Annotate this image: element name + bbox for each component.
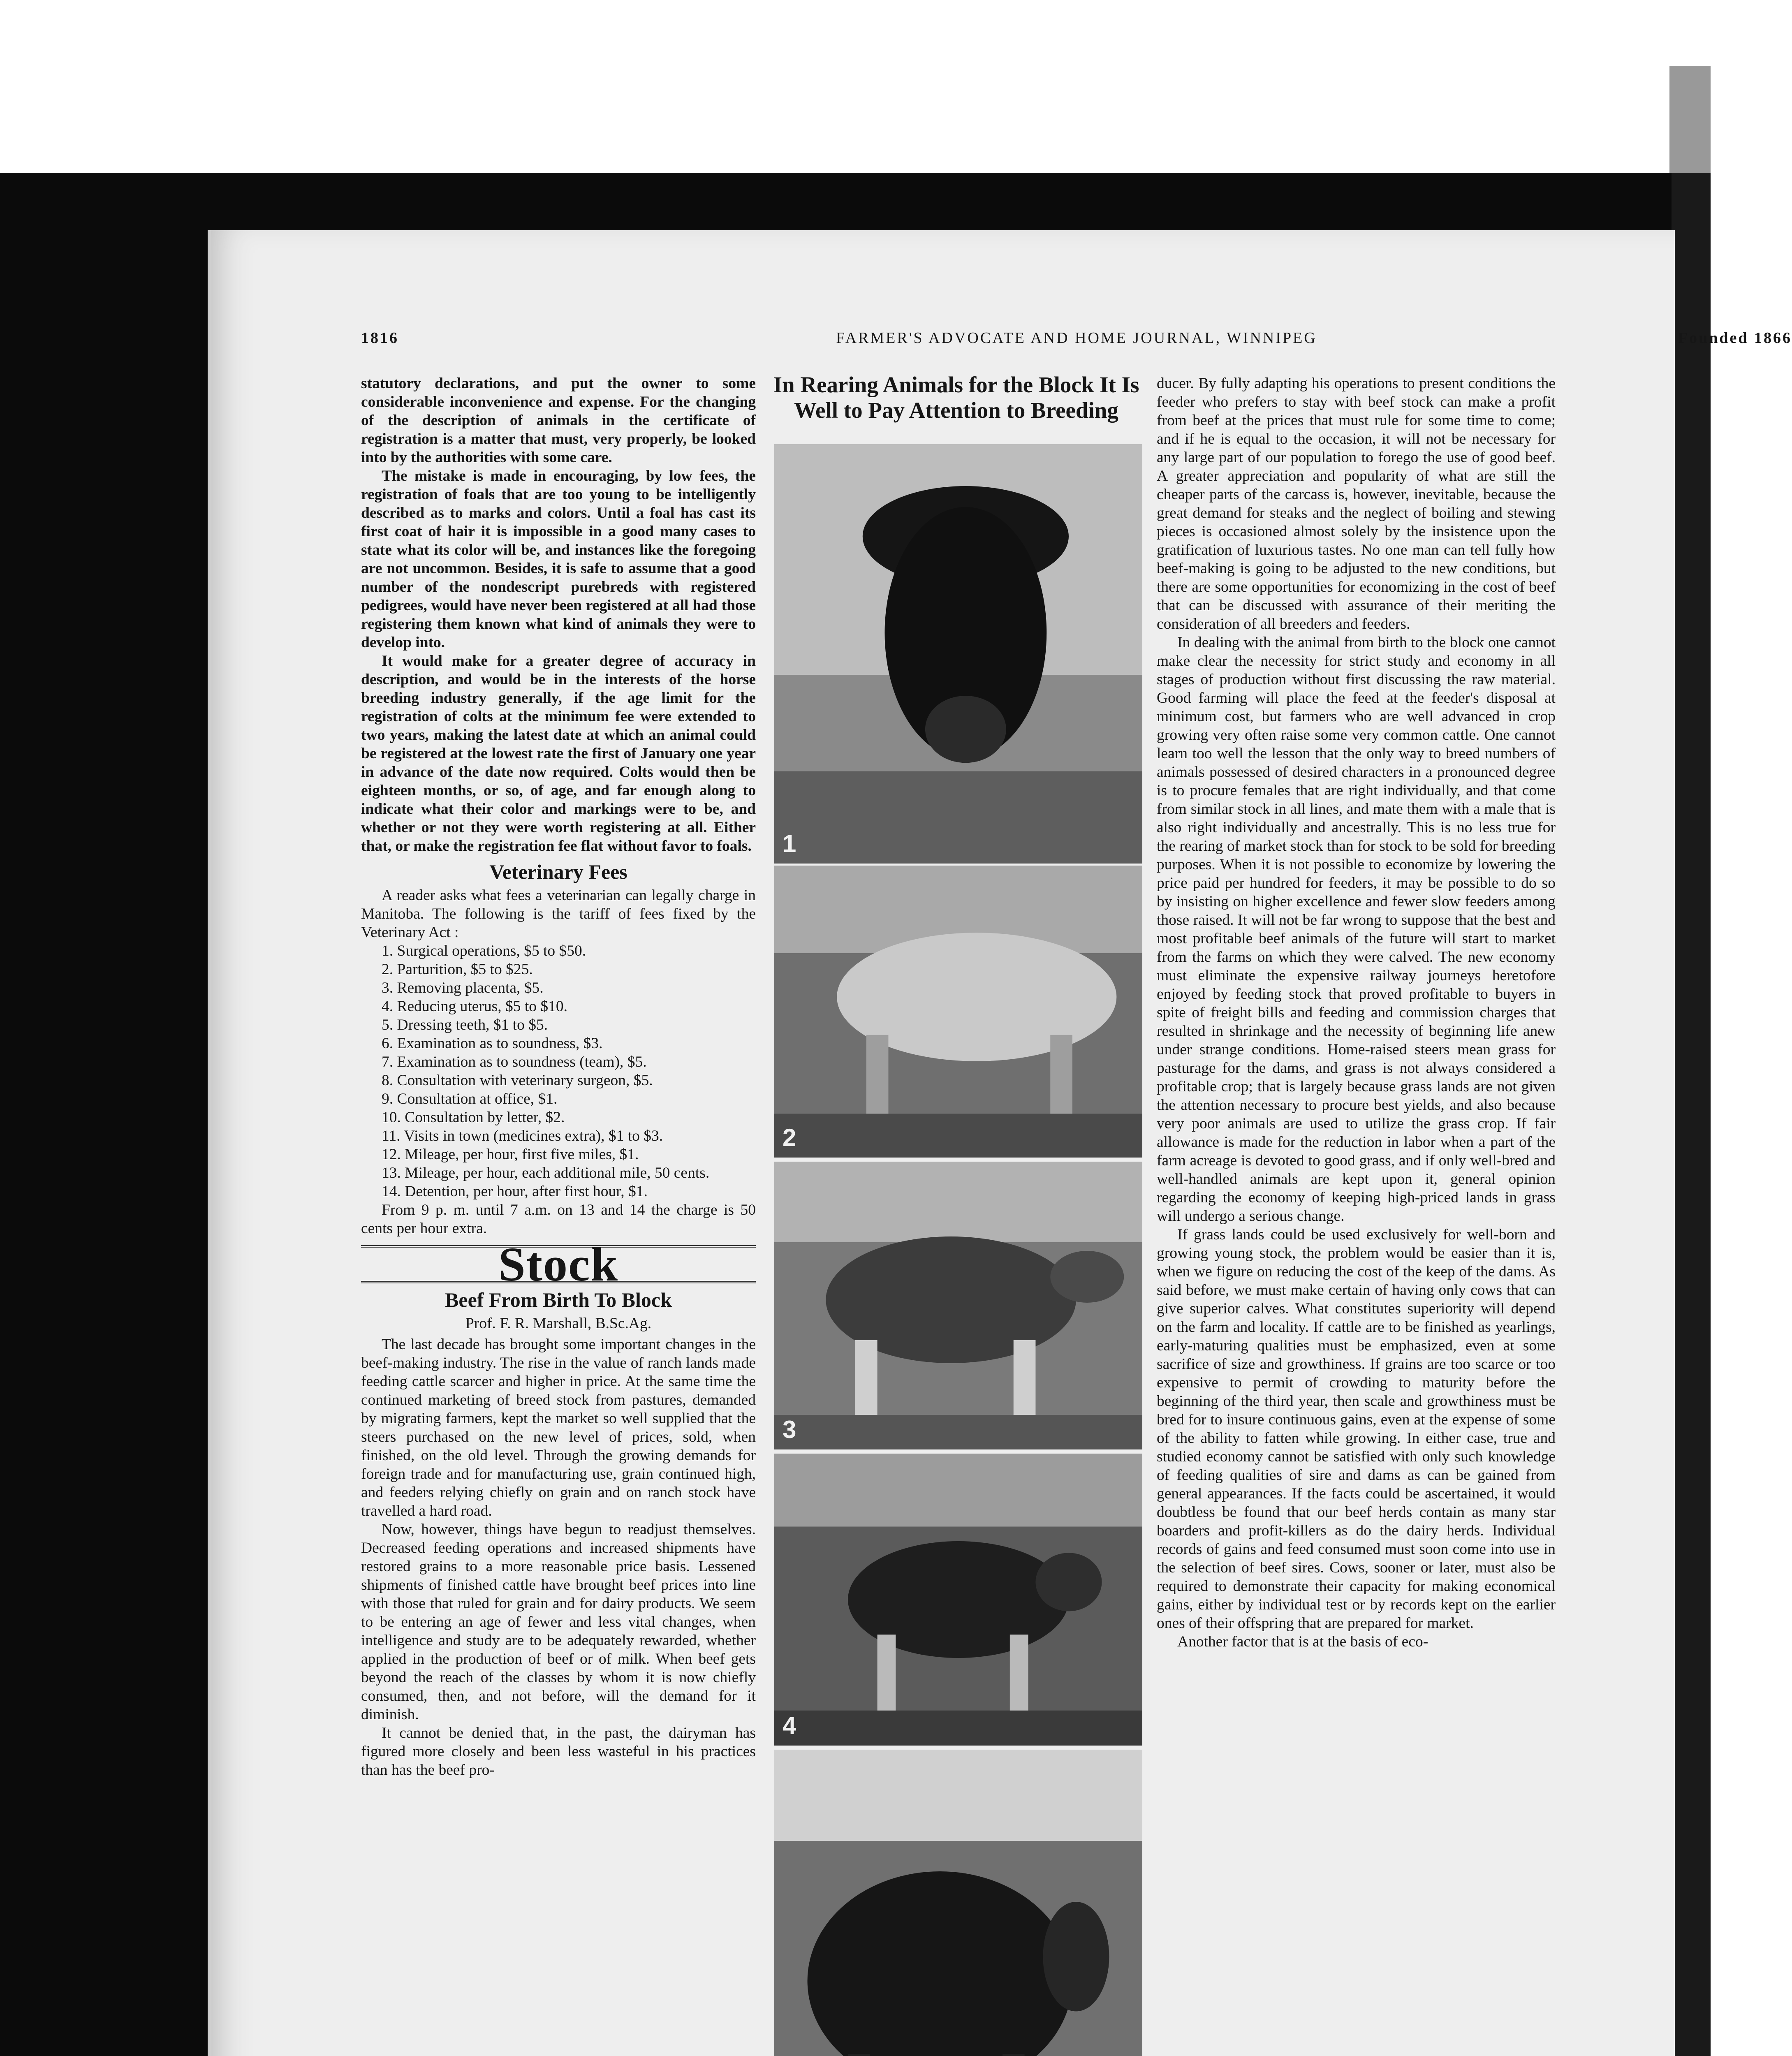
photo-bull-5 (774, 1750, 1142, 2056)
paragraph: Another factor that is at the basis of eco- (1177, 1633, 1429, 1650)
bull-photo (774, 1162, 1142, 1449)
fee-item: 10. Consultation by letter, $2. (382, 1109, 565, 1126)
photo-number: 2 (783, 1124, 796, 1151)
fee-item: 7. Examination as to soundness (team), $5. (382, 1053, 647, 1070)
photo-bull-3 (774, 1162, 1142, 1449)
fee-item: 12. Mileage, per hour, first five miles, $1. (382, 1146, 639, 1163)
running-head (361, 329, 1792, 358)
article-title: Beef From Birth To Block (445, 1288, 672, 1311)
byline: Prof. F. R. Marshall, B.Sc.Ag. (465, 1315, 652, 1332)
fee-list (361, 942, 756, 1201)
fee-item: 9. Consultation at office, $1. (382, 1091, 558, 1107)
paragraph: A reader asks what fees a veterinarian can legally charge in Manitoba. The following is the tariff of fees fixed by the Veterinary Act : (361, 887, 756, 941)
scan-border-top (0, 0, 1711, 230)
paragraph: It would make for a greater degree of accuracy in description, and would be in the interests of the horse breeding industry generally, if the age limit for the registration of colts at the minimum fee were extended to two years, making the latest date at which an animal could be registered at the lowest rate the first of January one year in advance of the date now required. Colts would then be eighteen months, or so, of age, and far enough along to indicate what their color and markings were to be, and whether or not they were worth registering at all. Either that, or make the registration fee flat without favor to foals. (361, 653, 756, 854)
founded-label: Founded 1866 (1678, 329, 1792, 347)
center-headline: In Rearing Animals for the Block It Is Well to Pay Attention to Breeding (773, 372, 1139, 423)
page-number: 1816 (361, 329, 399, 347)
photo-bull-4 (774, 1454, 1142, 1746)
fee-item: 2. Parturition, $5 to $25. (382, 961, 533, 978)
fee-item: 14. Detention, per hour, after first hour, $1. (382, 1183, 648, 1200)
bull-photo (774, 1454, 1142, 1746)
scan-border-right (1672, 173, 1711, 2056)
fee-item: 13. Mileage, per hour, each additional mile, 50 cents. (382, 1165, 710, 1181)
paragraph: The mistake is made in encouraging, by low fees, the registration of foals that are too young to be intelligently described as to marks and colors. Until a foal has cast its first coat of hair it is impossible in a good many cases to state what its color will be, and instances like the foregoing are not uncommon. Besides, it is safe to assume that a good number of the nondescript purebreds with registered pedigrees, would have never been registered at all had those registering them known what kind of animals they were to develop into. (361, 468, 756, 651)
fee-item: 1. Surgical operations, $5 to $50. (382, 942, 586, 959)
fee-item: 3. Removing placenta, $5. (382, 979, 544, 996)
paragraph: It cannot be denied that, in the past, the dairyman has figured more closely and been less wasteful in his practices than has the beef pro- (361, 1725, 756, 1778)
photo-number: 1 (783, 830, 796, 857)
opposite-page-edge (1669, 66, 1711, 173)
paragraph: In dealing with the animal from birth to the block one cannot make clear the necessity for strict study and economy in all stages of production without first discussing the raw material. Good farming will place the feed at the feeder's disposal at minimum cost, but farmers who are well advanced in crop growing very often raise some very common cattle. One cannot learn too well the lesson that the only way to breed numbers of animals possessed of desired characters in a pronounced degree is to procure females that are right individually, and that come from similar stock in all lines, and mate them with a male that is also right individually and ancestrally. This is no less true for the rearing of market stock than for stock to be sold for breeding purposes. When it is not possible to economize by lowering the price paid per hundred for feeders, it may be possible to do so by insisting on higher excellence and fewer slow feeders among those raised. It will not be far wrong to suppose that the best and most profitable beef animals of the future will start to market from the farms on which they were calved. The new economy must eliminate the expensive railway journeys heretofore enjoyed by feeding stock that proved profitable to buyers in spite of freight bills and feeding and commission charges that resulted in shrinkage and the necessity of beginning life anew under strange conditions. Home-raised steers mean grass for pasturage for the dams, and grass is not always considered a profitable crop; that is largely because grass lands are not given the attention necessary to procure best yields, and also because very poor animals are used to utilize the grass crop. If fair allowance is made for the reduction in labor when a part of the farm acreage is devoted to good grass, and if only well-bred and well-handled animals are kept upon it, general opinion regarding the economy of keeping high-priced lands in grass will undergo a serious change. (1157, 634, 1556, 1225)
photo-bull-2 (774, 866, 1142, 1158)
photo-number: 4 (783, 1712, 796, 1739)
photo-number: 3 (783, 1416, 796, 1443)
fee-note: From 9 p. m. until 7 a.m. on 13 and 14 the charge is 50 cents per hour extra. (361, 1202, 756, 1237)
bull-photo (774, 1750, 1142, 2056)
paragraph: ducer. By fully adapting his operations to present conditions the feeder who prefers to stay with beef stock can make a profit from beef at the prices that must rule for some time to come; and if he is equal to the occasion, it will not be necessary for any large part of our population to forego the use of good beef. A greater appreciation and popularity of what are still the cheaper parts of the carcass is, however, inevitable, because the great demand for steaks and the neglect of boiling and stewing pieces is occasioned almost solely by the insistence upon the gratification of luxurious tastes. No one man can tell fully how beef-making is going to be adjusted to the new conditions, but there are some opportunities for economizing in the cost of beef that can be discussed with assurance of their meriting the consideration of all breeders and feeders. (1157, 375, 1556, 632)
journal-title: FARMER'S ADVOCATE AND HOME JOURNAL, WINNIPEG (836, 329, 1317, 347)
right-column (1157, 374, 1556, 1651)
bull-head-photo (774, 444, 1142, 864)
left-column (361, 374, 756, 1779)
newspaper-page (208, 230, 1792, 2056)
fee-item: 5. Dressing teeth, $1 to $5. (382, 1016, 548, 1033)
bull-photo (774, 866, 1142, 1158)
fee-item: 11. Visits in town (medicines extra), $1 to $3. (382, 1128, 663, 1144)
paragraph: Now, however, things have begun to readjust themselves. Decreased feeding operations and increased shipments have restored grains to a more reasonable price basis. Lessened shipments of finished cattle have brought beef prices into line with those that ruled for grain and for dairy products. We seem to be entering an age of fewer and less vital changes, when intelligence and study are to be adequately rewarded, whether applied in the production of beef or of milk. When beef gets beyond the reach of the classes by whom it is now chiefly consumed, then, and not before, will the demand for it diminish. (361, 1521, 756, 1723)
fee-item: 8. Consultation with veterinary surgeon, $5. (382, 1072, 653, 1089)
fee-item: 4. Reducing uterus, $5 to $10. (382, 998, 568, 1015)
photo-bull-head (774, 444, 1142, 864)
veterinary-fees-heading: Veterinary Fees (489, 860, 627, 883)
section-title-stock: Stock (498, 1237, 618, 1291)
scan-border-left (0, 173, 208, 2056)
paragraph: If grass lands could be used exclusively for well-born and growing young stock, the problem would be easier than it is, when we figure on reducing the cost of the keep of the dams. As said before, we must make certain of having only cows that can give superior calves. What constitutes superiority will depend on the farm and locality. If cattle are to be finished as yearlings, early-maturing qualities must be emphasized, even at some sacrifice of size and growthiness. If grains are too scarce or too expensive to permit of crowding to maturity before the beginning of the third year, then scale and growthiness must be bred for to insure continuous gains, even at the expense of some of the ability to fatten while growing. In either case, true and studied economy cannot be satisfied with only such knowledge of feeding qualities of sire and dams as can be gained from general appearances. If the facts could be ascertained, it would doubtless be found that our beef herds contain as many star boarders and profit-killers as do the dairy herds. Individual records of gains and feed consumed must soon come into use in the selection of beef sires. Cows, sooner or later, must also be required to demonstrate their capacity for making economical gains, either by individual test or by records kept on the earlier ones of their offspring that are prepared for market. (1157, 1226, 1556, 1632)
fee-item: 6. Examination as to soundness, $3. (382, 1035, 603, 1052)
paragraph: statutory declarations, and put the owner to some considerable inconvenience and expense. For the changing of the description of animals in the certificate of registration is a matter that must, very properly, be looked into by the authorities with some care. (361, 375, 756, 466)
paragraph: The last decade has brought some important changes in the beef-making industry. The rise in the value of ranch lands made feeding cattle scarcer and higher in price. At the same time the continued marketing of breed stock from pastures, demanded by migrating farmers, kept the market so well supplied that the steers purchased on the new level of prices, sold, when finished, on the old level. Through the growing demands for foreign trade and for manufacturing use, grain continued high, and feeders relying chiefly on grain and on ranch stock have travelled a hard road. (361, 1336, 756, 1519)
